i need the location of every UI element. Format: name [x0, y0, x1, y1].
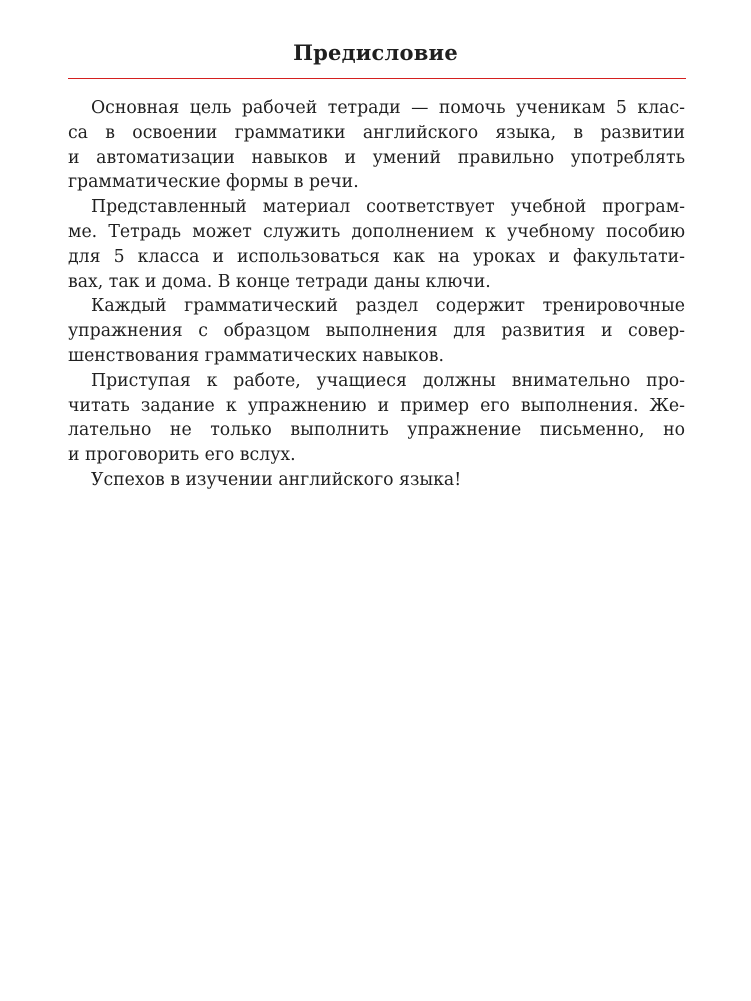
text-line: читать задание к упражнению и пример его выполнения. Же-: [68, 395, 685, 416]
title-divider: [68, 78, 686, 79]
text-line: Приступая к работе, учащиеся должны внимательно про-: [91, 370, 685, 391]
text-line: грамматические формы в речи.: [68, 172, 359, 193]
text-line: и проговорить его вслух.: [68, 445, 296, 466]
text-line: для 5 класса и использоваться как на уроках и факультати-: [68, 246, 685, 267]
text-line: и автоматизации навыков и умений правильно употреблять: [68, 147, 685, 168]
text-line: са в освоении грамматики английского языка, в развитии: [68, 122, 685, 143]
text-line: Каждый грамматический раздел содержит тренировочные: [91, 296, 685, 317]
text-line: лательно не только выполнить упражнение письменно, но: [68, 420, 685, 441]
text-line: вах, так и дома. В конце тетради даны ключи.: [68, 271, 491, 292]
paragraph-3: [68, 294, 685, 368]
text-line: Успехов в изучении английского языка!: [91, 469, 462, 490]
paragraph-4: [68, 369, 685, 468]
text-line: ме. Тетрадь может служить дополнением к учебному пособию: [68, 221, 685, 242]
text-line: упражнения с образцом выполнения для развития и совер-: [68, 321, 685, 342]
preface-body: [68, 96, 685, 493]
text-line: шенствования грамматических навыков.: [68, 345, 444, 366]
paragraph-2: [68, 195, 685, 294]
paragraph-1: [68, 96, 685, 195]
page-title: Предисловие: [293, 40, 458, 65]
text-line: Основная цель рабочей тетради — помочь ученикам 5 клас-: [91, 98, 685, 118]
text-line: Представленный материал соответствует учебной програм-: [91, 197, 685, 218]
paragraph-5: [68, 468, 685, 493]
